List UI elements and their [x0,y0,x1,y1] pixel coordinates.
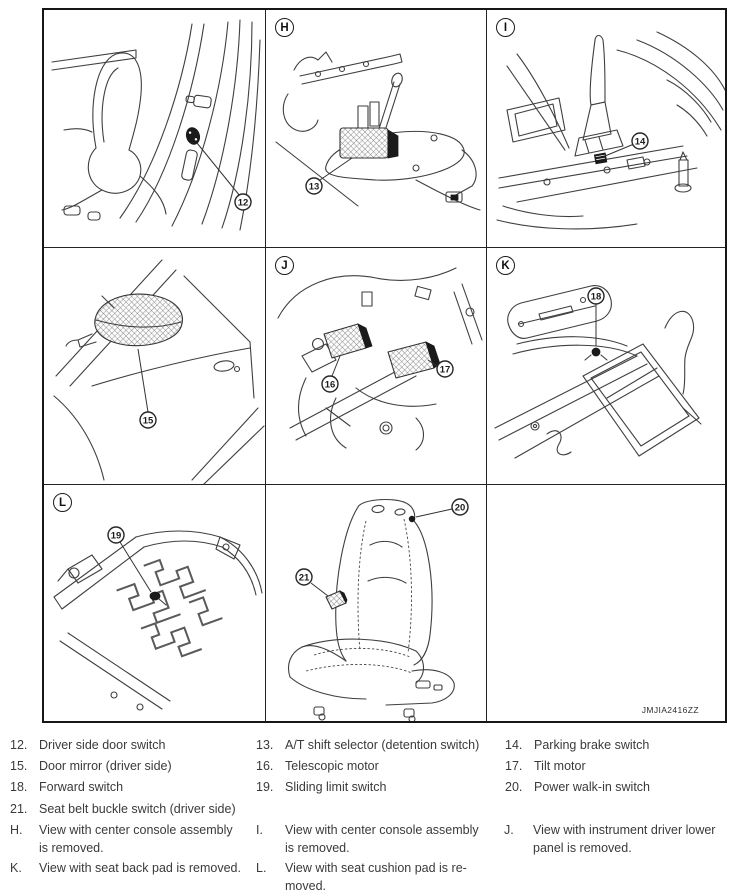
legend-item-l [256,859,483,895]
panel-h [266,10,487,248]
legend-item-17 [505,757,724,775]
panel-door-jamb [44,10,266,248]
legend-letter: K. [10,861,22,875]
figure-code: JMJIA2416ZZ [641,705,699,715]
legend-text: View with center console assembly is removed. [39,823,233,855]
panel-door-mirror [44,248,266,485]
parking-brake-switch [594,153,606,164]
legend-text: Power walk-in switch [534,780,651,794]
legend-text: Telescopic motor [285,759,379,773]
legend-letter: J. [504,823,514,837]
legend-text: Driver side door switch [39,738,166,752]
shift-selector-illustration [266,10,486,247]
legend-number: 17. [505,759,523,773]
legend-item-14 [505,736,724,754]
panel-letter-j: J [275,256,294,275]
panel-l [44,485,266,721]
telescopic-motor [324,324,372,358]
panel-letter-h: H [275,18,294,37]
seat-belt-buckle-switch [326,591,347,609]
legend-text: Door mirror (driver side) [39,759,172,773]
legend-text: Parking brake switch [534,738,650,752]
door-mirror-illustration [44,248,265,484]
legend-text: Seat belt buckle switch (driver side) [39,802,236,816]
legend-letter: I. [256,823,263,837]
legend-item-h [10,821,244,857]
legend-letter: L. [256,861,267,875]
seat-springs [113,547,229,669]
svg-text:19: 19 [110,530,122,542]
callout-12 [197,143,251,210]
svg-text:14: 14 [634,136,646,148]
legend-number: 18. [10,780,28,794]
panel-i [487,10,725,248]
legend-item-12 [10,736,274,754]
callout-20 [416,499,468,517]
legend-text: View with center console assembly is removed. [285,823,479,855]
legend-text: Forward switch [39,780,124,794]
legend-item-15 [10,757,274,775]
legend-item-j [504,821,731,857]
legend-item-19 [256,778,520,796]
legend-number: 13. [256,738,274,752]
legend-item-13 [256,736,520,754]
parking-brake-illustration [487,10,725,247]
svg-text:20: 20 [454,502,466,514]
panel-letter-i: I [496,18,515,37]
callout-21 [296,569,328,596]
callout-13 [306,158,352,194]
callout-14 [605,133,648,156]
callout-15 [138,349,156,428]
legend-number: 12. [10,738,28,752]
panel-k [487,248,725,485]
detention-switch [340,128,398,158]
mirror-body [66,294,182,347]
steering-column-illustration [266,248,486,484]
legend-text: Tilt motor [534,759,586,773]
tilt-motor [388,342,440,378]
panel-j [266,248,487,485]
seat-cushion-frame-illustration [44,485,265,721]
legend-number: 14. [505,738,523,752]
svg-text:15: 15 [142,415,154,427]
legend-text: Sliding limit switch [285,780,387,794]
svg-text:16: 16 [324,379,336,391]
callout-19 [108,527,151,592]
legend-item-21 [10,800,274,818]
seat-illustration [266,485,486,721]
legend-item-k [10,859,267,877]
panel-letter-k: K [496,256,515,275]
svg-text:17: 17 [439,364,451,376]
component-location-figure [42,8,727,723]
legend-text: View with seat cushion pad is re-moved. [285,861,467,893]
legend-text: View with seat back pad is removed. [39,861,241,875]
legend-item-18 [10,778,274,796]
legend-number: 16. [256,759,274,773]
legend-number: 20. [505,780,523,794]
panel-letter-l: L [53,493,72,512]
legend-text: A/T shift selector (detention switch) [285,738,480,752]
seat-back-frame-illustration [487,248,725,484]
panel-empty [487,485,725,721]
panel-seat [266,485,487,721]
legend-item-16 [256,757,520,775]
forward-switch [585,348,607,360]
door-jamb-illustration [44,10,265,247]
legend-item-i [256,821,490,857]
callout-16 [322,356,340,392]
legend-number: 15. [10,759,28,773]
legend-item-20 [505,778,724,796]
power-walk-in-switch [409,516,415,522]
legend-text: View with instrument driver lower panel is removed. [533,823,716,855]
svg-text:13: 13 [308,181,320,193]
svg-text:21: 21 [298,572,310,584]
legend-number: 19. [256,780,274,794]
door-handle [213,360,239,373]
legend-letter: H. [10,823,23,837]
legend-number: 21. [10,802,28,816]
svg-text:18: 18 [590,291,602,303]
door-switch [185,126,202,146]
svg-text:12: 12 [237,197,249,209]
